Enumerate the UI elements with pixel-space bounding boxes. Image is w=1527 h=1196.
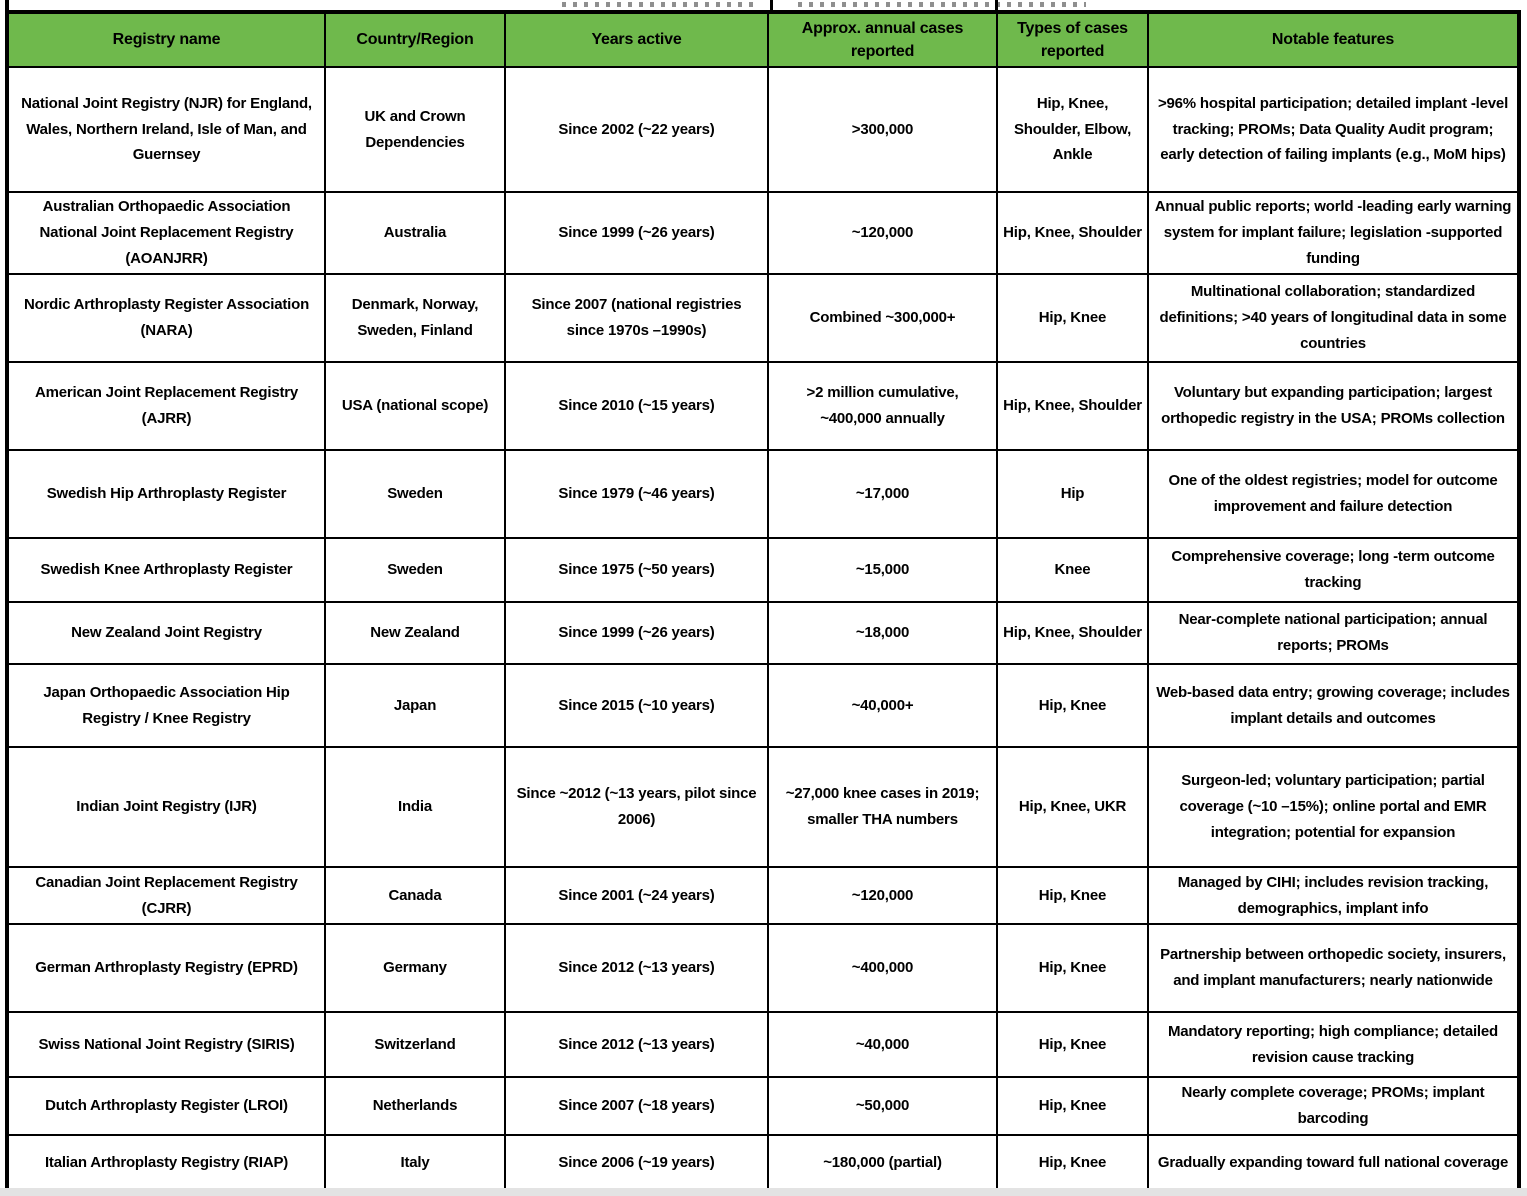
cell-annual-cases: ~120,000: [768, 867, 997, 924]
cell-case-types: Hip, Knee, UKR: [997, 747, 1148, 867]
cell-annual-cases: ~27,000 knee cases in 2019; smaller THA numbers: [768, 747, 997, 867]
cell-case-types: Hip, Knee: [997, 664, 1148, 747]
table-row: [7, 924, 1519, 1012]
cell-annual-cases: ~40,000+: [768, 664, 997, 747]
cell-annual-cases: ~17,000: [768, 450, 997, 538]
cell-annual-cases: ~40,000: [768, 1012, 997, 1077]
cell-registry-name: Dutch Arthroplasty Register (LROI): [7, 1077, 325, 1135]
cell-years-active: Since 2007 (~18 years): [505, 1077, 768, 1135]
cell-annual-cases: ~400,000: [768, 924, 997, 1012]
cell-country-region: Germany: [325, 924, 505, 1012]
cell-annual-cases: Combined ~300,000+: [768, 274, 997, 362]
cell-registry-name: American Joint Replacement Registry (AJRR): [7, 362, 325, 450]
cell-notable-features: One of the oldest registries; model for outcome improvement and failure detection: [1148, 450, 1519, 538]
table-row: [7, 747, 1519, 867]
table-row: [7, 867, 1519, 924]
cell-notable-features: Voluntary but expanding participation; largest orthopedic registry in the USA; PROMs collection: [1148, 362, 1519, 450]
table-row: [7, 1077, 1519, 1135]
table-row: [7, 1135, 1519, 1192]
cell-country-region: USA (national scope): [325, 362, 505, 450]
cell-case-types: Hip, Knee, Shoulder: [997, 602, 1148, 664]
cell-registry-name: German Arthroplasty Registry (EPRD): [7, 924, 325, 1012]
cell-case-types: Hip, Knee: [997, 867, 1148, 924]
cell-country-region: New Zealand: [325, 602, 505, 664]
cell-registry-name: Canadian Joint Replacement Registry (CJRR): [7, 867, 325, 924]
cell-registry-name: Australian Orthopaedic Association National Joint Replacement Registry (AOANJRR): [7, 192, 325, 274]
cell-annual-cases: >300,000: [768, 67, 997, 192]
table-row: [7, 664, 1519, 747]
cell-registry-name: New Zealand Joint Registry: [7, 602, 325, 664]
cell-case-types: Hip, Knee: [997, 1077, 1148, 1135]
table-row: [7, 602, 1519, 664]
cell-years-active: Since 2015 (~10 years): [505, 664, 768, 747]
cell-case-types: Hip, Knee, Shoulder: [997, 362, 1148, 450]
cell-notable-features: >96% hospital participation; detailed implant -level tracking; PROMs; Data Quality Audit program; early detection of failing implants (e.g., MoM hips): [1148, 67, 1519, 192]
cell-country-region: Japan: [325, 664, 505, 747]
cell-registry-name: Japan Orthopaedic Association Hip Registry / Knee Registry: [7, 664, 325, 747]
table-row: [7, 67, 1519, 192]
cell-registry-name: Nordic Arthroplasty Register Association (NARA): [7, 274, 325, 362]
cell-registry-name: Italian Arthroplasty Registry (RIAP): [7, 1135, 325, 1192]
cell-registry-name: Swiss National Joint Registry (SIRIS): [7, 1012, 325, 1077]
cell-country-region: Australia: [325, 192, 505, 274]
page-bottom-strip: [0, 1188, 1527, 1196]
cell-notable-features: Surgeon-led; voluntary participation; partial coverage (~10 –15%); online portal and EMR integration; potential for expansion: [1148, 747, 1519, 867]
cell-years-active: Since 2010 (~15 years): [505, 362, 768, 450]
cell-notable-features: Annual public reports; world -leading early warning system for implant failure; legislation -supported funding: [1148, 192, 1519, 274]
cell-notable-features: Comprehensive coverage; long -term outcome tracking: [1148, 538, 1519, 602]
cell-country-region: Switzerland: [325, 1012, 505, 1077]
column-header-notable-features: Notable features: [1148, 12, 1519, 67]
cell-notable-features: Managed by CIHI; includes revision tracking, demographics, implant info: [1148, 867, 1519, 924]
cell-notable-features: Multinational collaboration; standardized definitions; >40 years of longitudinal data in some countries: [1148, 274, 1519, 362]
table-row: [7, 192, 1519, 274]
cell-country-region: India: [325, 747, 505, 867]
cell-years-active: Since 2012 (~13 years): [505, 1012, 768, 1077]
cell-registry-name: Swedish Hip Arthroplasty Register: [7, 450, 325, 538]
cell-registry-name: Indian Joint Registry (IJR): [7, 747, 325, 867]
clipped-title-fragment: [798, 2, 1086, 7]
cell-years-active: Since 2007 (national registries since 1970s –1990s): [505, 274, 768, 362]
cell-registry-name: National Joint Registry (NJR) for England, Wales, Northern Ireland, Isle of Man, and Guernsey: [7, 67, 325, 192]
cell-annual-cases: >2 million cumulative, ~400,000 annually: [768, 362, 997, 450]
cell-country-region: UK and Crown Dependencies: [325, 67, 505, 192]
cell-country-region: Denmark, Norway, Sweden, Finland: [325, 274, 505, 362]
cell-years-active: Since ~2012 (~13 years, pilot since 2006): [505, 747, 768, 867]
cell-years-active: Since 2012 (~13 years): [505, 924, 768, 1012]
table-row: [7, 1012, 1519, 1077]
cell-case-types: Hip, Knee: [997, 1012, 1148, 1077]
cell-years-active: Since 2001 (~24 years): [505, 867, 768, 924]
cell-registry-name: Swedish Knee Arthroplasty Register: [7, 538, 325, 602]
registry-table-body: [7, 67, 1519, 1192]
table-row: [7, 450, 1519, 538]
column-header-case-types: Types of cases reported: [997, 12, 1148, 67]
table-row: [7, 538, 1519, 602]
cell-notable-features: Web-based data entry; growing coverage; includes implant details and outcomes: [1148, 664, 1519, 747]
table-row: [7, 274, 1519, 362]
cell-years-active: Since 1975 (~50 years): [505, 538, 768, 602]
cell-case-types: Hip, Knee: [997, 924, 1148, 1012]
cell-case-types: Hip: [997, 450, 1148, 538]
cell-case-types: Hip, Knee, Shoulder: [997, 192, 1148, 274]
cell-case-types: Knee: [997, 538, 1148, 602]
cell-country-region: Sweden: [325, 450, 505, 538]
cell-notable-features: Gradually expanding toward full national coverage: [1148, 1135, 1519, 1192]
cell-notable-features: Near-complete national participation; annual reports; PROMs: [1148, 602, 1519, 664]
cell-annual-cases: ~18,000: [768, 602, 997, 664]
cell-case-types: Hip, Knee: [997, 274, 1148, 362]
column-header-years-active: Years active: [505, 12, 768, 67]
column-header-annual-cases: Approx. annual cases reported: [768, 12, 997, 67]
cell-notable-features: Partnership between orthopedic society, insurers, and implant manufacturers; nearly nationwide: [1148, 924, 1519, 1012]
registry-table: [5, 10, 1521, 1194]
cell-country-region: Netherlands: [325, 1077, 505, 1135]
cell-years-active: Since 1979 (~46 years): [505, 450, 768, 538]
cell-notable-features: Nearly complete coverage; PROMs; implant barcoding: [1148, 1077, 1519, 1135]
table-row: [7, 362, 1519, 450]
cell-annual-cases: ~180,000 (partial): [768, 1135, 997, 1192]
cell-case-types: Hip, Knee, Shoulder, Elbow, Ankle: [997, 67, 1148, 192]
cell-annual-cases: ~120,000: [768, 192, 997, 274]
column-header-registry-name: Registry name: [7, 12, 325, 67]
cell-years-active: Since 1999 (~26 years): [505, 602, 768, 664]
cell-country-region: Italy: [325, 1135, 505, 1192]
cell-annual-cases: ~50,000: [768, 1077, 997, 1135]
column-header-country-region: Country/Region: [325, 12, 505, 67]
clipped-title-fragment: [562, 2, 757, 7]
cell-annual-cases: ~15,000: [768, 538, 997, 602]
cell-years-active: Since 1999 (~26 years): [505, 192, 768, 274]
table-header-row: [7, 12, 1519, 67]
cell-notable-features: Mandatory reporting; high compliance; detailed revision cause tracking: [1148, 1012, 1519, 1077]
cell-case-types: Hip, Knee: [997, 1135, 1148, 1192]
cell-country-region: Sweden: [325, 538, 505, 602]
cell-country-region: Canada: [325, 867, 505, 924]
cell-years-active: Since 2002 (~22 years): [505, 67, 768, 192]
cell-years-active: Since 2006 (~19 years): [505, 1135, 768, 1192]
